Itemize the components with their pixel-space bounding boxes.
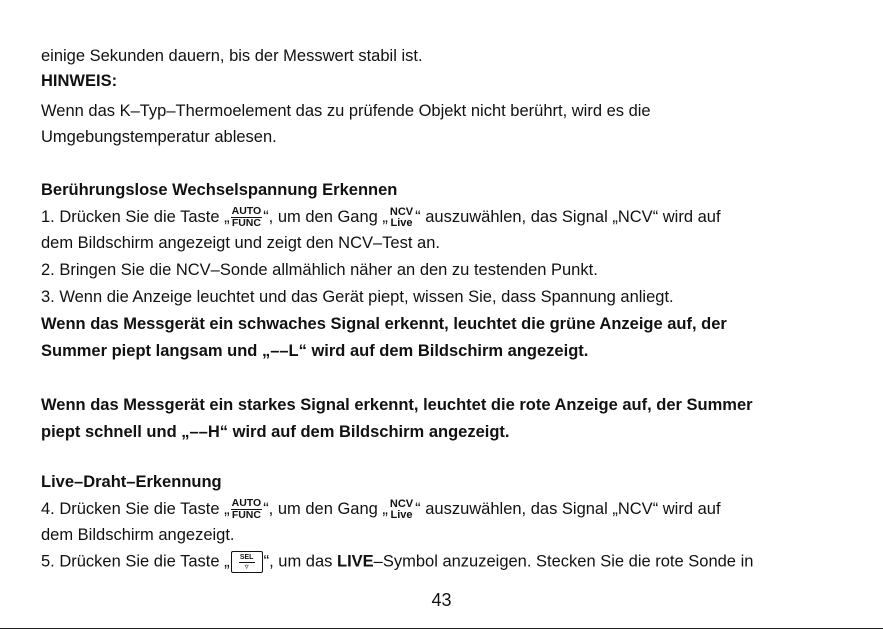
step-text: –Symbol anzuzeigen. Stecken Sie die rote Sonde in bbox=[373, 552, 754, 571]
ncv-live-symbol bbox=[390, 499, 413, 521]
ncv-label: NCV bbox=[389, 497, 414, 510]
key-func-label: FUNC bbox=[231, 509, 261, 521]
step-2: 2. Bringen Sie die NCV–Sonde allmählich näher an den zu testenden Punkt. bbox=[41, 261, 598, 279]
step-text: “, um das bbox=[263, 552, 337, 571]
page-number: 43 bbox=[431, 590, 452, 610]
sel-label: SEL bbox=[239, 554, 254, 561]
live-label: Live bbox=[390, 508, 413, 521]
step-text: 1. Drücken Sie die Taste „ bbox=[41, 207, 230, 226]
step-text: “ auszuwählen, das Signal „NCV“ wird auf bbox=[415, 499, 721, 518]
text-line: einige Sekunden dauern, bis der Messwert stabil ist. bbox=[41, 47, 423, 65]
bottom-rule bbox=[0, 628, 883, 629]
step-text: “, um den Gang „ bbox=[263, 499, 388, 518]
text-line: dem Bildschirm angezeigt. bbox=[41, 526, 235, 544]
step-4 bbox=[41, 498, 721, 521]
section-heading-live: Live–Draht–Erkennung bbox=[41, 473, 222, 491]
key-auto-label: AUTO bbox=[231, 497, 262, 509]
text-line: Umgebungstemperatur ablesen. bbox=[41, 128, 277, 146]
step-1 bbox=[41, 206, 721, 229]
text-line: dem Bildschirm angezeigt und zeigt den NCV–Test an. bbox=[41, 234, 440, 252]
step-text: “, um den Gang „ bbox=[263, 207, 388, 226]
auto-func-key-symbol bbox=[231, 498, 263, 521]
bold-note: piept schnell und „––H“ wird auf dem Bildschirm angezeigt. bbox=[41, 423, 510, 441]
ncv-live-symbol bbox=[390, 207, 413, 229]
bold-note: Summer piept langsam und „––L“ wird auf dem Bildschirm angezeigt. bbox=[41, 342, 589, 360]
step-text: 5. Drücken Sie die Taste „ bbox=[41, 552, 230, 571]
text-line: Wenn das K–Typ–Thermoelement das zu prüfende Objekt nicht berührt, wird es die bbox=[41, 102, 651, 120]
step-3: 3. Wenn die Anzeige leuchtet und das Gerät piept, wissen Sie, dass Spannung anliegt. bbox=[41, 288, 674, 306]
note-heading: HINWEIS: bbox=[41, 72, 118, 90]
live-symbol-text: LIVE bbox=[336, 552, 374, 571]
section-heading-ncv: Berührungslose Wechselspannung Erkennen bbox=[41, 181, 398, 199]
live-label: Live bbox=[390, 216, 413, 229]
step-text: “ auszuwählen, das Signal „NCV“ wird auf bbox=[415, 207, 721, 226]
bold-note: Wenn das Messgerät ein schwaches Signal erkennt, leuchtet die grüne Anzeige auf, der bbox=[41, 315, 727, 333]
bold-note: Wenn das Messgerät ein starkes Signal erkennt, leuchtet die rote Anzeige auf, der Summer bbox=[41, 396, 753, 414]
ncv-label: NCV bbox=[389, 205, 414, 218]
step-5 bbox=[41, 551, 753, 573]
sel-key-icon bbox=[231, 551, 263, 573]
key-func-label: FUNC bbox=[231, 217, 261, 229]
key-auto-label: AUTO bbox=[231, 205, 262, 217]
hold-icon: ▿ bbox=[244, 562, 249, 571]
step-text: 4. Drücken Sie die Taste „ bbox=[41, 499, 230, 518]
auto-func-key-symbol bbox=[231, 206, 263, 229]
